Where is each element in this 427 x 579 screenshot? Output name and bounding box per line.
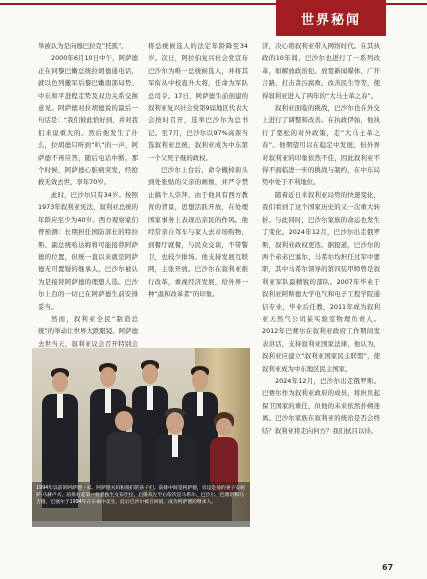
paragraph: 此时，巴沙尔只有34岁。按照1973年叙利亚宪法，叙利亚总统的年龄应至少为40岁。西方观察家们曾预测：长期担任国防部长的特拉斯、副总统哈达姆将可能接替阿萨德的位置，但统一直以来就是阿萨德无可置疑的继承人，巴沙尔被认为是接替阿萨德的理想人选。巴沙尔上台的一切已在阿萨德生前安排妥当。 (38, 190, 138, 311)
paragraph: 叙利亚面临的挑战，巴沙尔也在外交上进行了调整和改善。在执政伊始，他执行了宽松的对外政策，走“大马士革之春”。他期望可以在稳定中发展，但外界对叙利亚的印象依然不佳，因此叙利亚不得不面临进一步的挑战与制约，在中东局势中处于不利地位。 (262, 104, 380, 187)
paragraph: 济，决心将叙利亚带入网络时代。在其执政的10年间，巴沙尔也进行了一系列改革，如解放政治犯、放宽新闻媒体、广开言路、打击贪污腐败、改善民生等等，使得叙利亚进入了两年的“大马士革之春”。 (262, 42, 380, 100)
text-column-3 (262, 40, 380, 437)
photo-caption: 1994年以前的阿萨德一家。阿萨德夫妇和他们的孩子们。前排中间是阿萨德，旁边是他的妻子安妮萨·马赫卢夫，前排右起第一位是独生女布什拉，后排从左至右依次是马希尔、巴沙尔、巴塞尔和马吉德。巴塞尔于1994年在车祸中丧生，此后巴沙尔被召回国，成为阿萨德的继承人。 (32, 482, 250, 527)
page-number: 67 (382, 563, 394, 572)
text-column-2 (148, 40, 248, 301)
paragraph: 将总统候选人的法定年龄降至34岁。次日，阿拉伯复兴社会党宣布巴沙尔为唯一总统候选人，并将其军衔从中校直升大将，任命为军队总司令。17日，阿萨德生前创建的叙利亚复兴社会党第9届地区代表大会按时召开，选举巴沙尔为总书记。至7月，巴沙尔以97%高票当选叙利亚总统，叙利亚成为中东第一个父死子继的政权。 (148, 42, 248, 162)
paragraph: 随着近日来叙利亚局势的快速变化，我们看到了这个国家历史的又一次重大转折。与此同时，巴沙尔家族的命运也发生了变化。2024年12月，巴沙尔出走俄罗斯，叙利亚政权更迭。据报道，巴沙尔的两个弟弟巴塞尔、马希尔均担任过军中要职，其中马希尔领导的第四装甲师曾是叙利亚军队最精锐的部队。2007年毕业于叙利亚阿斯德大学电气和电子工程学院通信专业，毕业后任教，2011年成为叙利亚天然气公司某实验室物理负责人。2012年巴赛尔在叙利亚政府工作期间发表讲话，支持叙利亚国家法律，他认为，叙利亚应建立“叙利亚国家民主联盟”，使叙利亚成为中东地区民主国家。 (262, 190, 380, 373)
section-banner (276, 0, 386, 36)
photo-person (208, 412, 240, 492)
section-title: 世界秘闻 (300, 12, 361, 28)
paragraph: 举被认为是向穆巴拉克“托孤”。 (38, 42, 128, 50)
paragraph: 2000年6月10日中午，阿萨德正在同黎巴嫩总统拉胡德通电话，就以色列撤军后黎巴嫩南部局势、中东和平进程走势及双边关系交换意见。阿萨德对拉胡德说的最后一句话是：“我们彼此恰好到，并对我们来说重大的。然后他发生了什么，拉胡德只听到“叭”的一声，阿萨德不再应答，随后电话中断。那个时候，阿萨德心脏病突发，经抢救无效去世，享年70岁。 (38, 54, 138, 187)
paragraph: 然而，叙利亚全民“制造总统”的举动让世界大跌眼镜。阿萨德去世当天，叙利亚议会召开特别会 (38, 314, 138, 348)
text-column-1 (38, 40, 138, 400)
paragraph: 巴沙尔上台后，命令撤掉街头到处张贴的父亲的画像，并严令禁止搞个人崇拜，由于他具有西方教育的背景，思想活跃开放，在处理国家事务上表现出亲民的作风。他经常亲自驾车与家人去市场购物，到餐厅就餐，与民众交谈，不带警卫，也较少排场。他支持发展互联网，主张开放。巴沙尔在叙利亚推行改革，重视经济发展，给外界一种“温和改革者”的印象。 (148, 166, 248, 299)
paragraph: 2024年12月，巴沙尔出走俄罗斯。巴赛尔作为叙利亚政府的成员，将担负起保卫国家的重任，但他的未来依然扑朔迷离。巴沙尔家族在叙利亚的统治是否会终结？叙利亚将走向何方？我们拭目以待。 (262, 376, 380, 435)
